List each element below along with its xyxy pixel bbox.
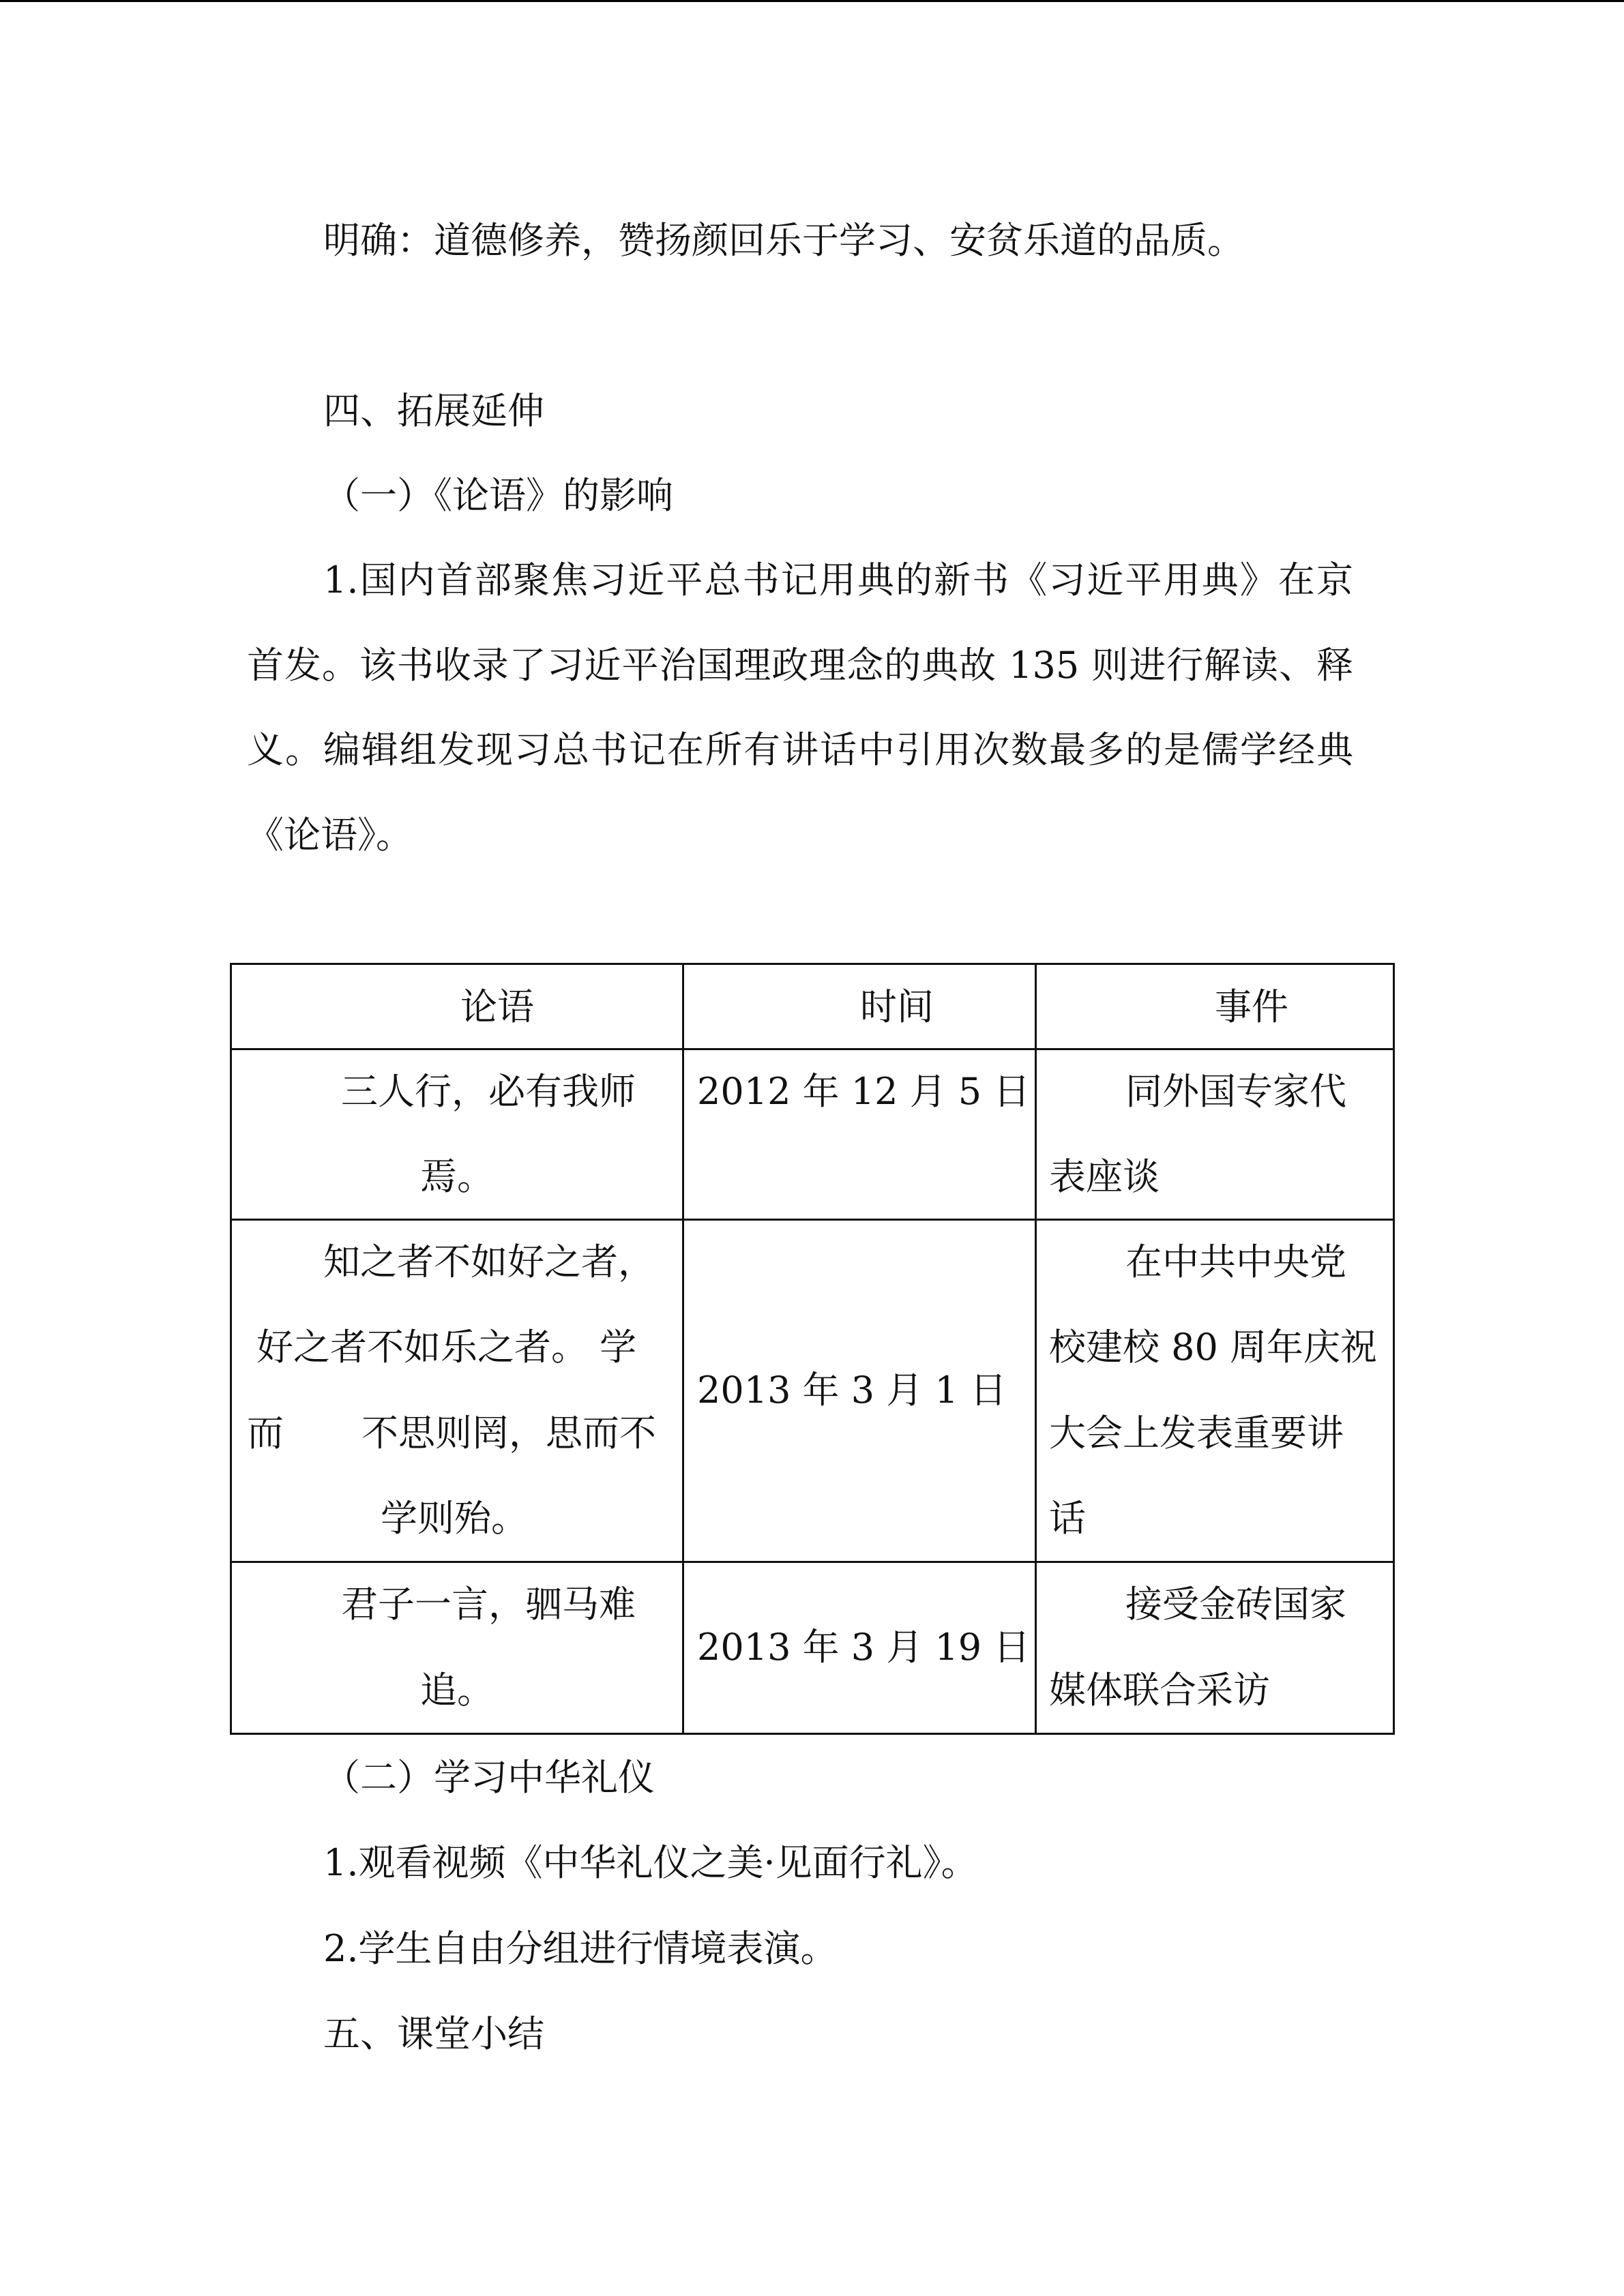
table-rule [230, 1561, 1395, 1563]
quote-line: 焉。 [420, 1155, 494, 1198]
table-rule [230, 1048, 1395, 1050]
date-cell: 2013 年 3 月 19 日 [697, 1626, 1031, 1669]
section-heading-extension: 四、拓展延伸 [323, 389, 544, 432]
paragraph-conclusion: 明确：道德修养，赞扬颜回乐于学习、安贫乐道的品质。 [323, 219, 1244, 262]
event-line: 媒体联合采访 [1049, 1669, 1270, 1712]
table-rule [1393, 963, 1395, 1735]
table-rule [230, 1219, 1395, 1221]
quote-line: 知之者不如好之者， [323, 1240, 655, 1283]
quote-line: 三人行，必有我师 [341, 1070, 636, 1113]
paragraph-line: 首发。该书收录了习近平治国理政理念的典故 135 则进行解读、释 [247, 644, 1353, 687]
quote-line: 不思则罔，思而不 [361, 1412, 656, 1455]
date-cell: 2013 年 3 月 1 日 [697, 1369, 1007, 1412]
quote-line: 君子一言，驷马难 [341, 1583, 636, 1626]
subheading-etiquette: （二）学习中华礼仪 [323, 1756, 655, 1799]
table-rule [230, 1733, 1395, 1735]
subheading-lunyu-influence: （一）《论语》的影响 [323, 474, 673, 517]
column-header-quote: 论语 [460, 985, 534, 1028]
event-line: 校建校 80 周年庆祝 [1049, 1326, 1378, 1369]
event-line: 大会上发表重要讲 [1049, 1412, 1344, 1455]
quote-line: 而 [247, 1412, 284, 1455]
list-item: 1.观看视频《中华礼仪之美·见面行礼》。 [323, 1841, 978, 1884]
quote-line: 好之者不如乐之者。 学 [256, 1326, 637, 1369]
quote-line: 追。 [420, 1669, 494, 1712]
column-header-time: 时间 [860, 985, 934, 1028]
event-line: 话 [1049, 1497, 1086, 1540]
event-line: 同外国专家代 [1125, 1070, 1346, 1113]
section-heading-summary: 五、课堂小结 [323, 2012, 544, 2055]
event-line: 接受金砖国家 [1125, 1583, 1346, 1626]
list-item: 2.学生自由分组进行情境表演。 [323, 1927, 838, 1970]
table-rule [230, 963, 232, 1735]
table-rule [1035, 963, 1037, 1735]
top-border [0, 0, 1624, 2]
date-cell: 2012 年 12 月 5 日 [697, 1070, 1031, 1113]
paragraph-line: 义。编辑组发现习总书记在所有讲话中引用次数最多的是儒学经典 [247, 728, 1353, 771]
event-line: 在中共中央党 [1125, 1240, 1346, 1283]
lunyu-quotes-table [230, 963, 1395, 1735]
paragraph-line: 《论语》。 [247, 814, 413, 856]
table-rule [682, 963, 684, 1735]
paragraph-line: 1.国内首部聚焦习近平总书记用典的新书《习近平用典》在京 [323, 558, 1353, 601]
column-header-event: 事件 [1215, 985, 1288, 1028]
event-line: 表座谈 [1049, 1155, 1160, 1198]
quote-line: 学则殆。 [381, 1497, 528, 1540]
table-rule [230, 963, 1395, 965]
